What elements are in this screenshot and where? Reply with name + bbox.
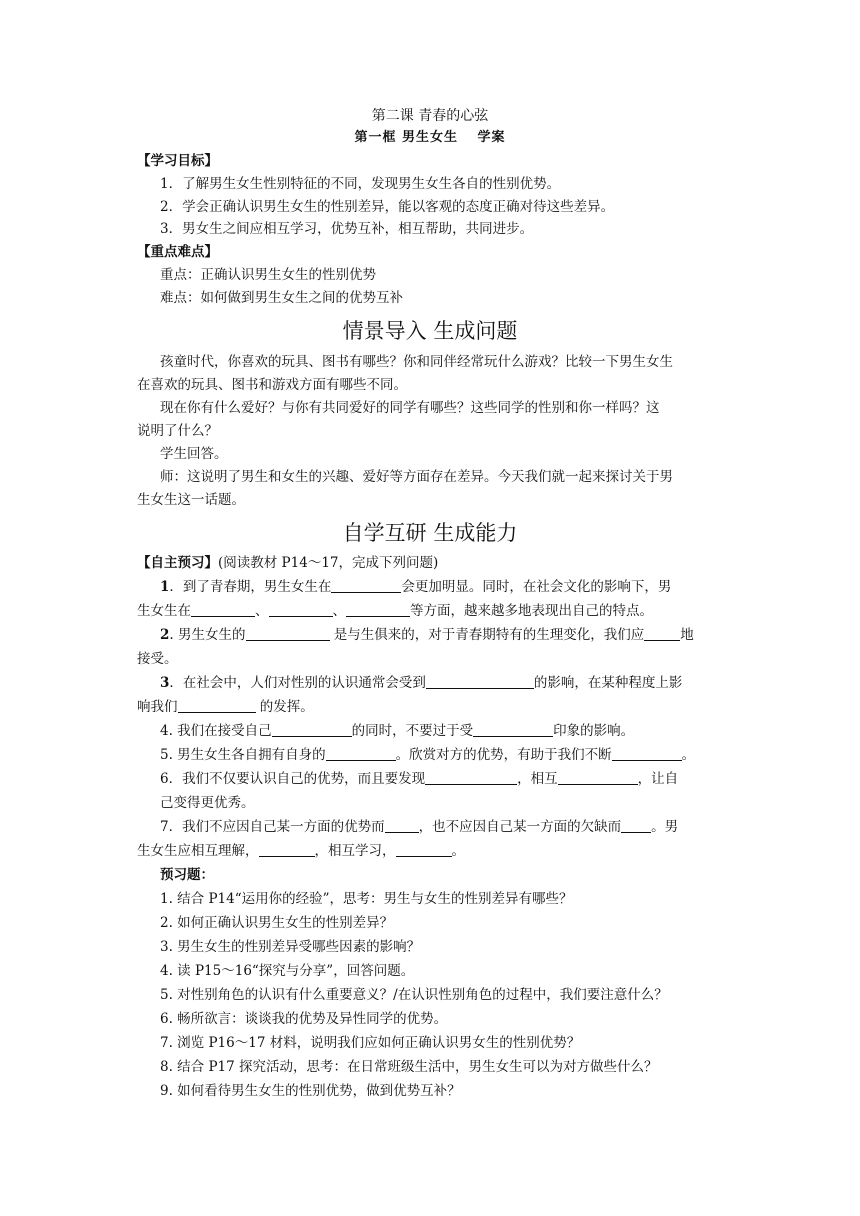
fill-blank[interactable] (178, 698, 256, 713)
fill-blank[interactable] (326, 746, 396, 761)
fill-blank[interactable] (269, 602, 333, 617)
question-5: 5. 男生女生各自拥有自身的 。欣赏对方的优势，有助于我们不断 。 (160, 747, 696, 763)
question-7-cont: 生女生应相互理解， ，相互学习， 。 (137, 843, 465, 859)
preview-note: (阅读教材 P14～17，完成下列问题) (218, 555, 439, 571)
preview-line (137, 553, 438, 573)
fill-blank[interactable] (425, 770, 517, 785)
question-1-cont: 生女生在 、 、 等方面，越来越多地表现出自己的特点。 (137, 603, 653, 619)
fill-blank[interactable] (621, 818, 651, 833)
fill-blank[interactable] (473, 722, 553, 737)
preview-label: 【自主预习】 (137, 555, 218, 571)
section-heading-intro: 情景导入 生成问题 (342, 319, 518, 343)
fill-blank[interactable] (346, 602, 410, 617)
key-point: 重点：正确认识男生女生的性别优势 (160, 267, 376, 283)
exercise-item: 7. 浏览 P16～17 材料，说明我们应如何正确认识男女生的性别优势？ (160, 1035, 581, 1051)
intro-paragraph: 在喜欢的玩具、图书和游戏方面有哪些不同。 (137, 377, 407, 393)
difficult-point: 难点：如何做到男生女生之间的优势互补 (160, 290, 403, 306)
objective-item: 2．学会正确认识男生女生的性别差异，能以客观的态度正确对待这些差异。 (160, 199, 615, 215)
exercise-item: 9. 如何看待男生女生的性别优势，做到优势互补？ (160, 1083, 461, 1099)
exercise-item: 8. 结合 P17 探究活动，思考：在日常班级生活中，男生女生可以为对方做些什么？ (160, 1059, 658, 1075)
exercise-item: 6. 畅所欲言：谈谈我的优势及异性同学的优势。 (160, 1011, 448, 1027)
intro-paragraph: 学生回答。 (160, 446, 228, 462)
exercise-item: 5. 对性别角色的认识有什么重要意义？/在认识性别角色的过程中，我们要注意什么？ (160, 987, 668, 1003)
question-4: 4. 我们在接受自己 的同时，不要过于受 印象的影响。 (160, 723, 635, 739)
objective-item: 3．男女生之间应相互学习，优势互补，相互帮助，共同进步。 (160, 221, 534, 237)
section-heading-study: 自学互研 生成能力 (342, 521, 518, 545)
fill-blank[interactable] (644, 626, 680, 641)
fill-blank[interactable] (259, 842, 315, 857)
question-1: 1．到了青春期，男生女生在 会更加明显。同时，在社会文化的影响下，男 (160, 579, 672, 595)
objective-item: 1．了解男生女生性别特征的不同，发现男生女生各自的性别优势。 (160, 176, 561, 192)
intro-paragraph: 现在你有什么爱好？与你有共同爱好的同学有哪些？这些同学的性别和你一样吗？这 (160, 400, 660, 416)
exercise-item: 2. 如何正确认识男生女生的性别差异？ (160, 915, 394, 931)
fill-blank[interactable] (272, 722, 352, 737)
intro-paragraph: 说明了什么？ (137, 423, 218, 439)
question-3: 3．在社会中，人们对性别的认识通常会受到 的影响，在某种程度上影 (160, 675, 683, 691)
fill-blank[interactable] (558, 770, 638, 785)
question-2: 2. 男生女生的 是与生俱来的，对于青春期特有的生理变化，我们应 地 (160, 627, 694, 643)
intro-paragraph: 生女生这一话题。 (137, 492, 245, 508)
fill-blank[interactable] (612, 746, 682, 761)
key-points-heading: 【重点难点】 (137, 244, 218, 260)
fill-blank[interactable] (426, 674, 534, 689)
intro-paragraph: 孩童时代，你喜欢的玩具、图书有哪些？你和同伴经常玩什么游戏？比较一下男生女生 (160, 354, 673, 370)
exercise-item: 1. 结合 P14“运用你的经验”，思考：男生与女生的性别差异有哪些？ (160, 891, 573, 907)
fill-blank[interactable] (246, 626, 330, 641)
question-6: 6．我们不仅要认识自己的优势，而且要发现 ，相互 ，让自 (160, 771, 679, 787)
intro-paragraph: 师：这说明了男生和女生的兴趣、爱好等方面存在差异。今天我们就一起来探讨关于男 (160, 469, 673, 485)
document-title: 第二课 青春的心弦 (371, 108, 489, 124)
document-subtitle: 第一框 男生女生 学案 (354, 130, 506, 145)
fill-blank[interactable] (331, 578, 401, 593)
fill-blank[interactable] (385, 818, 419, 833)
question-7: 7．我们不应因自己某一方面的优势而 ，也不应因自己某一方面的欠缺而 。男 (160, 819, 679, 835)
question-2-cont: 接受。 (137, 651, 178, 667)
exercises-heading: 预习题： (160, 867, 214, 883)
question-3-cont: 响我们 的发挥。 (137, 699, 314, 715)
objectives-heading: 【学习目标】 (137, 153, 218, 169)
fill-blank[interactable] (191, 602, 255, 617)
exercise-item: 3. 男生女生的性别差异受哪些因素的影响？ (160, 939, 421, 955)
fill-blank[interactable] (396, 842, 452, 857)
question-6-cont: 己变得更优秀。 (160, 795, 255, 811)
exercise-item: 4. 读 P15～16“探究与分享”，回答问题。 (160, 963, 415, 979)
